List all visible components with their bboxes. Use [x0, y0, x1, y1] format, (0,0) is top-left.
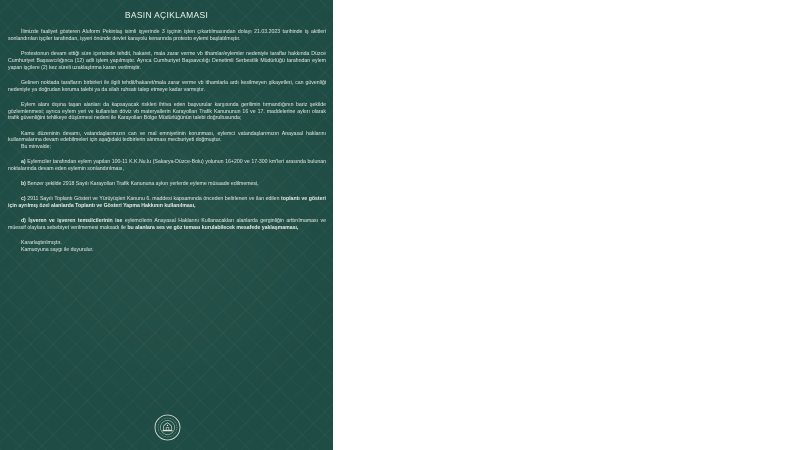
list-item-d-bold-2: bu alanlara ses ve göz teması kurulabilecek mesafede yaklaşmaması, [127, 225, 299, 232]
list-item-c-text: 2911 Sayılı Toplantı Gösteri ve Yürüyüşleri Kanunu 6. maddesi kapsamında önceden belirlenen ve ilan edilen [27, 196, 280, 203]
list-item-b [8, 181, 326, 188]
list-item-c-marker: c) [21, 196, 26, 203]
list-item-c-bold: toplantı ve gösteri için ayrılmış özel alanlarda Toplantı ve Gösteri Yapma Hakkının kullanılması, [8, 196, 326, 210]
governorship-seal-icon [154, 414, 181, 441]
paragraph-3: Gelinen noktada tarafların birbirleri ile ilgili tehdit/hakaret/mala zarar verme vb ithamlarla ardı kesilmeyen şikayetleri, can güvenliği nedeniyle ya doğrudan koruma talebi ya da silah ruhsatı talep etmeye kadar varmıştır. [8, 79, 326, 93]
paragraph-1: İlimizde faaliyet gösteren Aluform Pekintaş isimli işyerinde 3 işçinin işten çıkartılmasından dolayı 21.03.2023 tarihinde iş akitleri sonlandırılan işçiler tarafından, işyeri önünde devlet karayolu kenarında protesto eylemi başlatılmıştır. [8, 29, 326, 42]
paragraph-2: Protestonun devam ettiği süre içerisinde tehdit, hakaret, mala zarar verme vb ithamlar/eylemler nedeniyle taraflar hakkında Düzce Cumhuriyet Başsavcılığınca (12) adli işlem yapılmıştır. Ayrıca Cumhuriyet Başsavcılığı Denetimli Serbestlik Müdürlüğü tarafından eylem yapan işçilere (2) kez süreli uzaklaştırma kararı verilmiştir. [8, 50, 326, 71]
press-release-panel [0, 0, 333, 450]
list-item-d [8, 218, 326, 232]
list-item-b-marker: b) [21, 181, 26, 188]
paragraph-intro: Bu minvalde; [21, 144, 51, 151]
paragraph-4: Eylem alanı dışına taşan alanları da kapsayacak riskleri ihtiva eden başvurular karşısında gerilimin tırmandığının bariz şekilde gözlemlenmesi; ayrıca eylem yeri ve kullanılan döviz vb materyallerin Karayolları Trafik Kanununun 16 ve 17. maddelerine aykırı olarak trafik güvenliğini tehlikeye düşürmesi nedeni ile Karayolları Bölge Müdürlüğünün talebi doğrultusunda; [8, 101, 326, 122]
closing [8, 240, 326, 254]
list-item-d-text: eylemcilerin Anayasal Haklarını Kullanacakları alanlarda gerginliğin arttırılmaması ve müessif olaylara sebebiyet verilmemesi maksadı ile [8, 218, 327, 232]
list-item-a [8, 159, 326, 173]
paragraph-5: Kamu düzeninin devamı, vatandaşlarımızın can ve mal emniyetinin korunması, eylemci vatandaşlarımızın Anayasal haklarını kullanmalarına devam edebilmeleri için aşağıdaki tedbirlerin alınması mecburiyeti doğmuştur. [8, 130, 326, 144]
list-item-d-bold-1: İşveren ve işveren temsilcilerinin ise [28, 218, 123, 225]
list-item-b-text: Benzer şekilde 2918 Sayılı Karayolları Trafik Kanununa aykırı yerlerde eyleme müsaade edilmemesi, [27, 181, 259, 188]
list-item-a-text: Eylemciler tarafından eylem yapılan 100-11 K.K.Nu.lu (Sakarya-Düzce-Bolu) yolunun 16+200 ve 17-300 km'leri arasında bulunan noktalarında devam eden eylemin sonlandırılması, [8, 159, 326, 173]
closing-line-1: Kararlaştırılmıştır. [21, 240, 62, 247]
list-item-c [8, 196, 326, 210]
list-item-d-marker: d) [21, 218, 26, 225]
list-item-a-marker: a) [21, 159, 26, 166]
closing-line-2: Kamuoyuna saygı ile duyurulur. [21, 247, 94, 254]
document-body [8, 29, 326, 254]
page-title: BASIN AÇIKLAMASI [124, 10, 209, 20]
